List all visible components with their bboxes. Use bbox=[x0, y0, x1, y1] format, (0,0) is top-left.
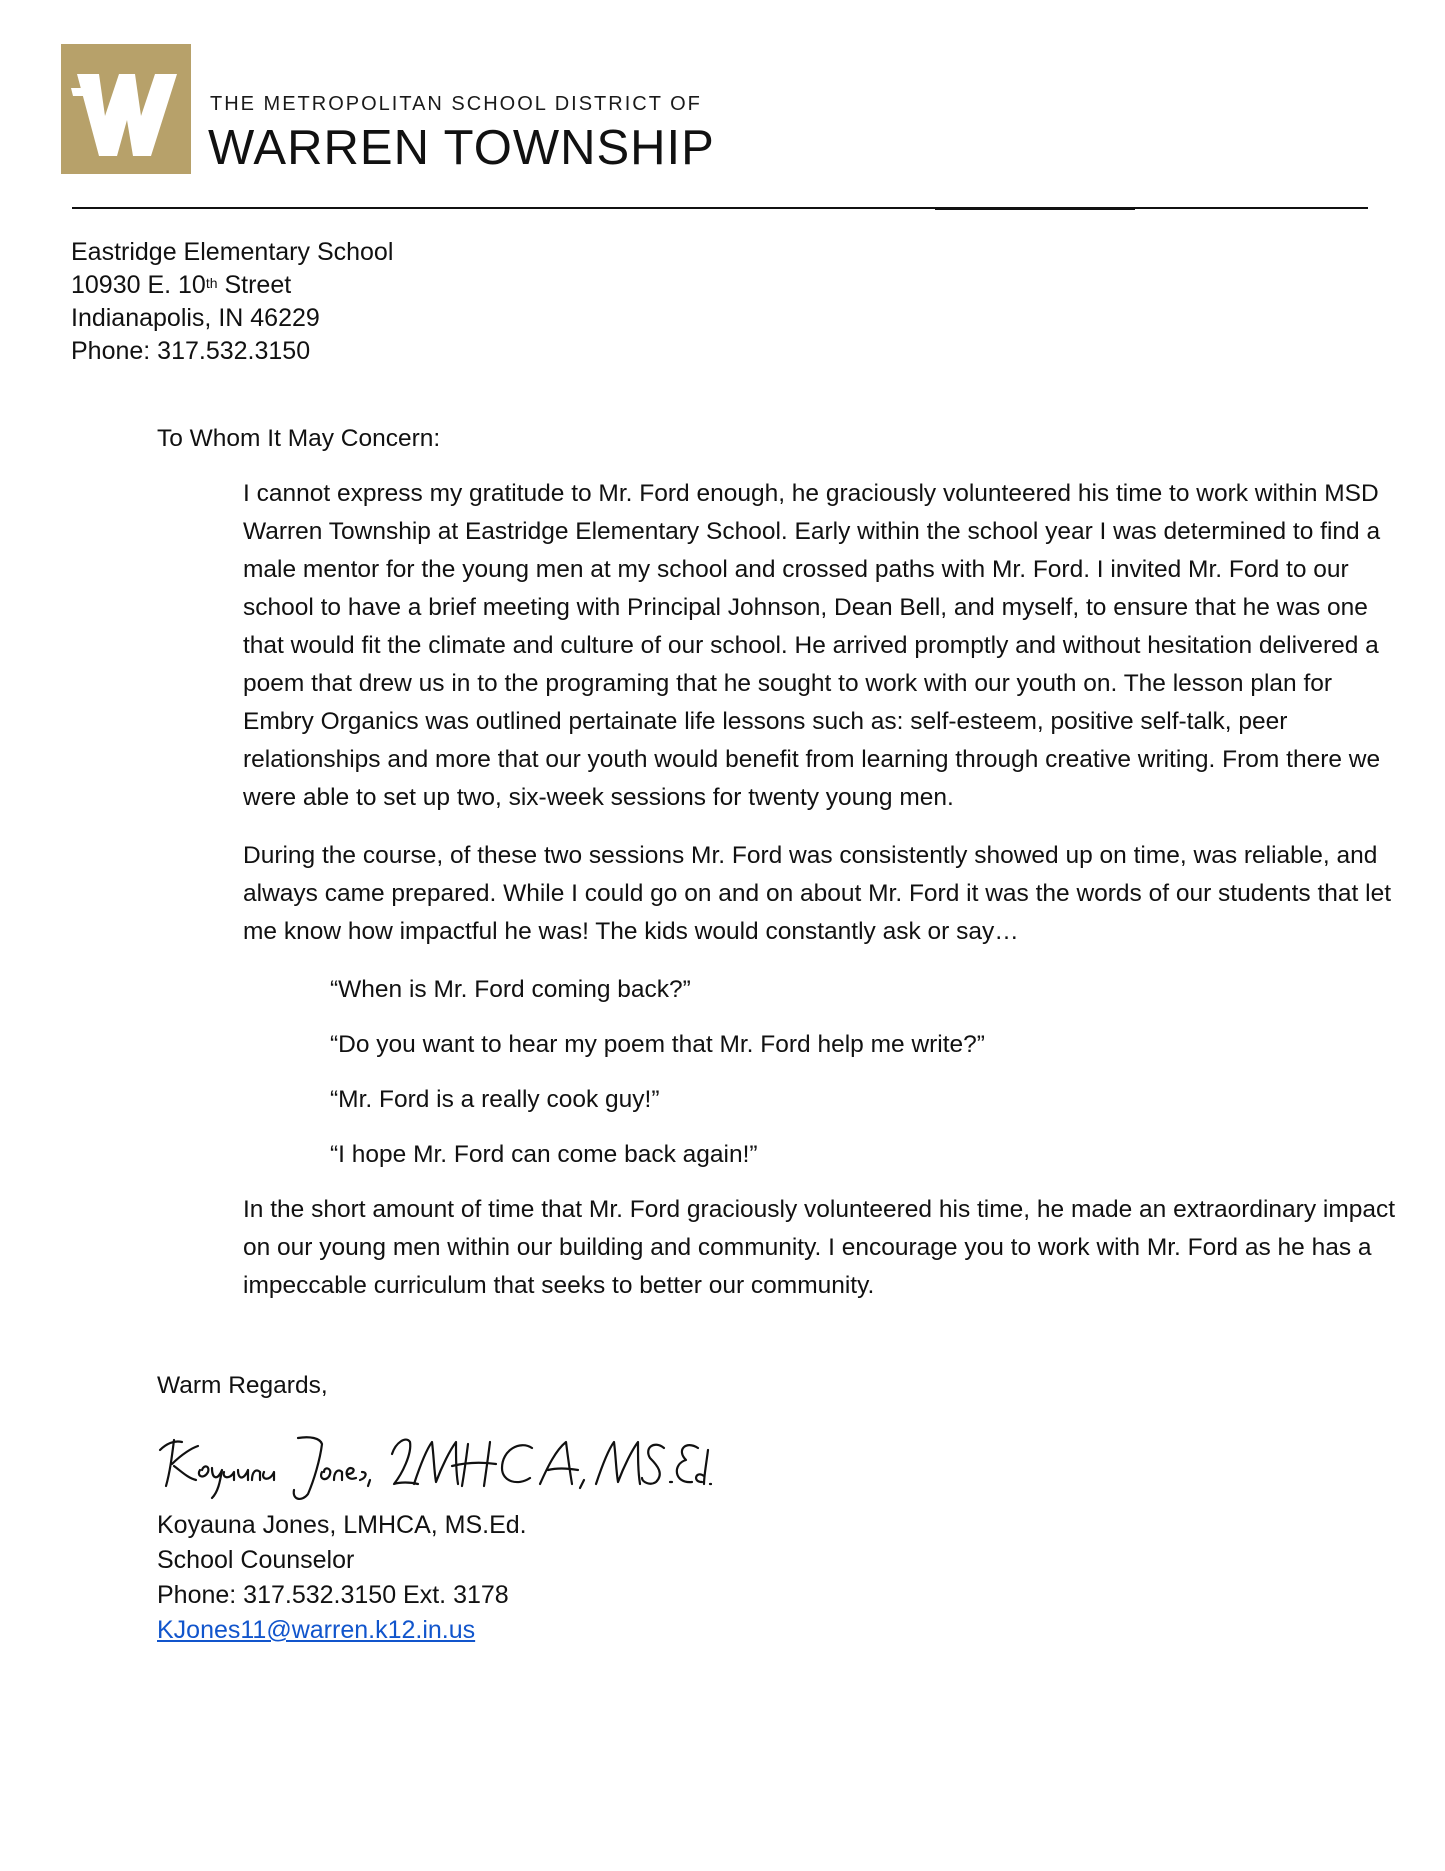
text-line: Warren Township at Eastridge Elementary School. Early within the school year I was determined to find a bbox=[243, 518, 1381, 545]
text-line: always came prepared. While I could go on and on about Mr. Ford it was the words of our students that let bbox=[243, 880, 1392, 907]
street-address bbox=[71, 269, 393, 302]
text-line: I cannot express my gratitude to Mr. Ford enough, he graciously volunteered his time to work within MSD bbox=[243, 480, 1379, 507]
text-line: male mentor for the young men at my school and crossed paths with Mr. Ford. I invited Mr. Ford to our bbox=[243, 556, 1349, 583]
signature-block bbox=[157, 1508, 527, 1648]
district-prefix: THE METROPOLITAN SCHOOL DISTRICT OF bbox=[210, 93, 702, 115]
city-state-zip: Indianapolis, IN 46229 bbox=[71, 304, 320, 332]
district-name: WARREN TOWNSHIP bbox=[208, 121, 715, 175]
text-line: During the course, of these two sessions Mr. Ford was consistently showed up on time, was reliable, and bbox=[243, 842, 1378, 869]
text-line: impeccable curriculum that seeks to better our community. bbox=[243, 1272, 875, 1299]
paragraph-1 bbox=[243, 475, 1380, 817]
text-line: were able to set up two, six-week sessions for twenty young men. bbox=[243, 784, 954, 811]
email-link[interactable]: KJones11@warren.k12.in.us bbox=[157, 1616, 476, 1644]
salutation: To Whom It May Concern: bbox=[157, 425, 441, 452]
paragraph-2 bbox=[243, 837, 1391, 951]
school-address bbox=[71, 236, 393, 368]
text-line: poem that drew us in to the programing that he sought to work with our youth on. The lesson plan for bbox=[243, 670, 1333, 697]
signer-title: School Counselor bbox=[157, 1546, 355, 1574]
text-line: school to have a brief meeting with Principal Johnson, Dean Bell, and myself, to ensure that he was one bbox=[243, 594, 1368, 621]
paragraph-3 bbox=[243, 1191, 1395, 1305]
handwritten-signature bbox=[152, 1410, 712, 1505]
text-line: Embry Organics was outlined pertainate life lessons such as: self-esteem, positive self-talk, peer bbox=[243, 708, 1288, 735]
street-ordinal: th bbox=[205, 275, 218, 291]
street-name: Street bbox=[217, 271, 292, 299]
student-quotes bbox=[330, 971, 985, 1191]
text-line: me know how impactful he was! The kids would constantly ask or say… bbox=[243, 918, 1019, 945]
text-line: relationships and more that our youth would benefit from learning through creative writing. From there we bbox=[243, 746, 1381, 773]
student-quote: “Do you want to hear my poem that Mr. Ford help me write?” bbox=[330, 1031, 985, 1058]
school-phone: Phone: 317.532.3150 bbox=[71, 337, 311, 365]
text-line: that would fit the climate and culture of our school. He arrived promptly and without hesitation delivered a bbox=[243, 632, 1379, 659]
school-name: Eastridge Elementary School bbox=[71, 238, 394, 266]
street-number: 10930 E. 10 bbox=[71, 271, 206, 299]
header-divider-accent bbox=[935, 207, 1135, 210]
signer-phone: Phone: 317.532.3150 Ext. 3178 bbox=[157, 1581, 509, 1609]
student-quote: “When is Mr. Ford coming back?” bbox=[330, 976, 691, 1003]
header-divider bbox=[72, 207, 1368, 209]
signer-name: Koyauna Jones, LMHCA, MS.Ed. bbox=[157, 1511, 527, 1539]
warren-w-logo-icon bbox=[61, 44, 191, 174]
text-line: on our young men within our building and community. I encourage you to work with Mr. Ford as he has a bbox=[243, 1234, 1372, 1261]
text-line: In the short amount of time that Mr. Ford graciously volunteered his time, he made an extraordinary impact bbox=[243, 1196, 1396, 1223]
closing: Warm Regards, bbox=[157, 1372, 328, 1399]
student-quote: “Mr. Ford is a really cook guy!” bbox=[330, 1086, 660, 1113]
student-quote: “I hope Mr. Ford can come back again!” bbox=[330, 1141, 758, 1168]
